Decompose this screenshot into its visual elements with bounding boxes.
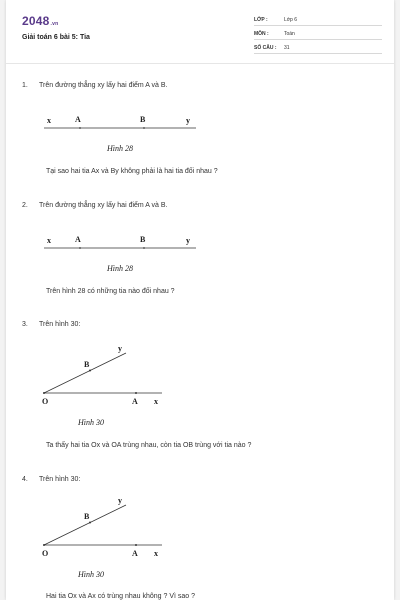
label-o: O	[42, 397, 49, 406]
figure-30	[40, 340, 166, 434]
question-text: Trên hình 30:	[39, 321, 81, 328]
meta-row-subject	[254, 30, 382, 40]
meta-row-grade	[254, 16, 382, 26]
figure-caption: Hình 28	[107, 264, 133, 273]
meta-value: Toán	[284, 31, 295, 37]
meta-value: 31	[284, 45, 290, 51]
label-b: B	[84, 512, 90, 521]
label-x: x	[47, 236, 51, 245]
label-b: B	[84, 360, 90, 369]
question-prompt: Hai tia Ox và Ax có trùng nhau không ? Vì sao ?	[46, 593, 196, 600]
meta-key: LỚP :	[254, 17, 268, 23]
label-x: x	[154, 549, 158, 558]
meta-row-count	[254, 44, 382, 54]
question-number: 1.	[22, 82, 28, 89]
figure-28	[40, 228, 200, 278]
label-a: A	[132, 549, 138, 558]
question-text: Trên hình 30:	[39, 476, 81, 483]
label-y: y	[118, 344, 122, 353]
label-y: y	[118, 496, 122, 505]
meta-key: SỐ CÂU :	[254, 45, 277, 51]
label-a: A	[75, 235, 81, 244]
label-y: y	[186, 236, 190, 245]
logo-suffix: .vn	[50, 21, 59, 27]
label-x: x	[47, 116, 51, 125]
label-y: y	[186, 116, 190, 125]
question-number: 3.	[22, 321, 28, 328]
question-prompt: Trên hình 28 có những tia nào đối nhau ?	[46, 288, 175, 295]
meta-key: MÔN :	[254, 31, 269, 37]
site-logo[interactable]	[22, 14, 58, 28]
figure-30	[40, 492, 166, 586]
label-a: A	[75, 115, 81, 124]
logo-text: 2048	[22, 14, 50, 28]
question-prompt: Tại sao hai tia Ax và By không phải là hai tia đối nhau ?	[46, 168, 218, 175]
label-a: A	[132, 397, 138, 406]
document-page	[6, 0, 394, 600]
question-number: 4.	[22, 476, 28, 483]
figure-28	[40, 108, 200, 158]
header-divider	[6, 63, 394, 64]
question-number: 2.	[22, 202, 28, 209]
meta-value: Lớp 6	[284, 17, 298, 23]
label-x: x	[154, 397, 158, 406]
document-title: Giải toán 6 bài 5: Tia	[22, 34, 90, 41]
question-text: Trên đường thẳng xy lấy hai điểm A và B.	[39, 82, 168, 89]
label-o: O	[42, 549, 49, 558]
document-header	[6, 0, 394, 62]
label-b: B	[140, 235, 146, 244]
question-text: Trên đường thẳng xy lấy hai điểm A và B.	[39, 202, 168, 209]
figure-caption: Hình 30	[78, 570, 104, 579]
label-b: B	[140, 115, 146, 124]
figure-caption: Hình 28	[107, 144, 133, 153]
figure-caption: Hình 30	[78, 418, 104, 427]
question-prompt: Ta thấy hai tia Ox và OA trùng nhau, còn tia OB trùng với tia nào ?	[46, 442, 252, 449]
